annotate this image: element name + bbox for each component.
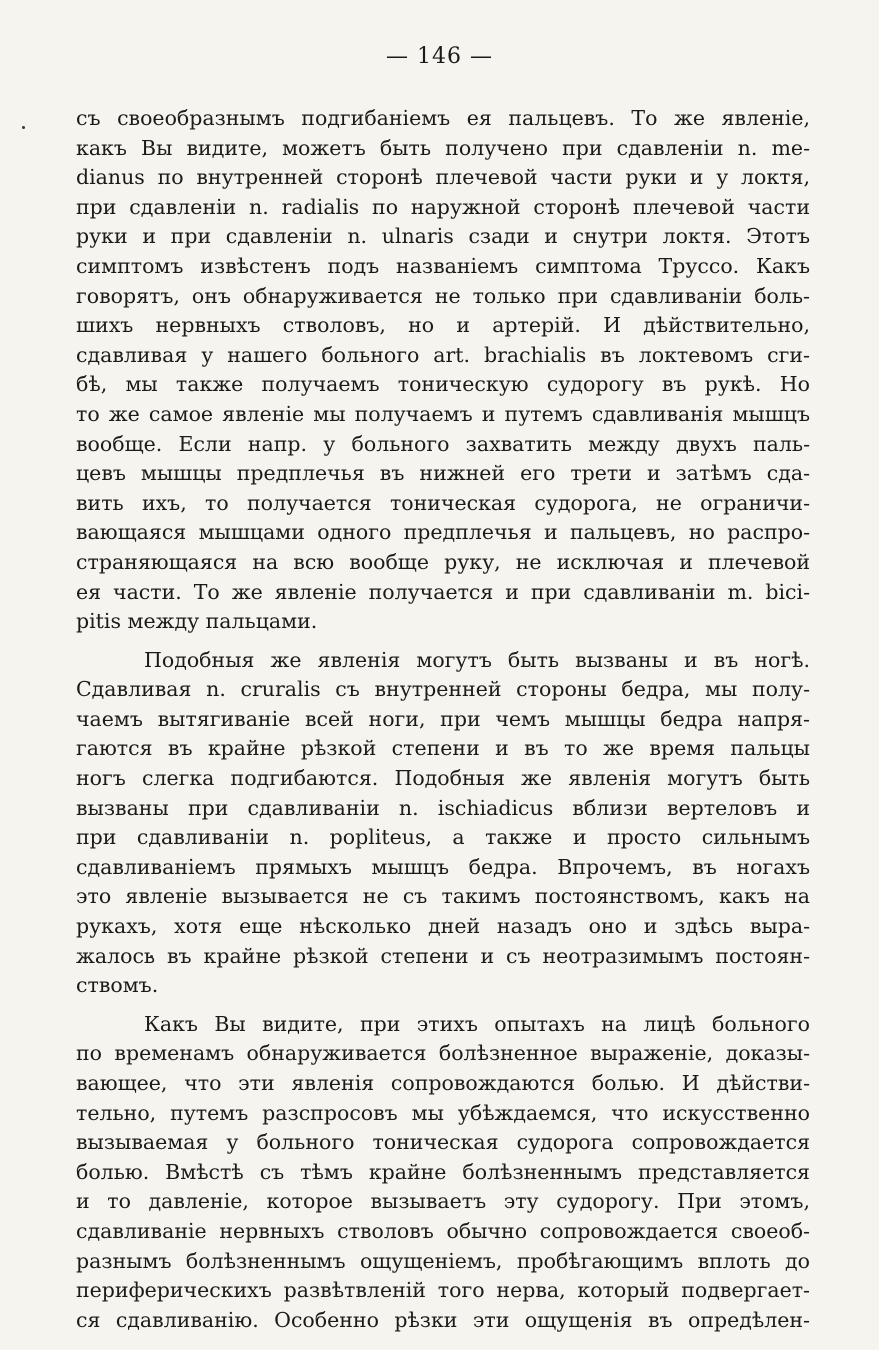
text-line: при сдавленіи n. radialis по наружной сторонѣ плечевой части [76,194,810,219]
text-line: шихъ нервныхъ стволовъ, но и артерій. И дѣйствительно, [76,313,810,338]
text-line: это явленіе вызывается не съ такимъ постоянствомъ, какъ на [76,884,810,909]
text-line: ногъ слегка подгибаются. Подобныя же явленія могутъ быть [76,766,810,791]
text-line: Подобныя же явленія могутъ быть вызваны и въ ногѣ. [144,647,810,672]
text-line: вающаяся мышцами одного предплечья и пальцевъ, но распро- [76,520,810,545]
text-line: чаемъ вытягиваніе всей ноги, при чемъ мышцы бедра напря- [76,706,810,731]
paragraph [76,646,810,1001]
text-line: вызываемая у больного тоническая судорога сопровождается [76,1130,810,1155]
text-line: ся сдавливанію. Особенно рѣзки эти ощущенія въ опредѣлен- [76,1307,810,1332]
text-line: вызваны при сдавливаніи n. ischiadicus вблизи вертеловъ и [76,795,810,820]
text-line: жалось въ крайне рѣзкой степени и съ неотразимымъ постоян- [76,943,810,968]
paragraph-spacer [76,1001,810,1010]
text-line: Какъ Вы видите, при этихъ опытахъ на лицѣ больного [144,1011,810,1036]
text-line: руки и при сдавленіи n. ulnaris сзади и снутри локтя. Этотъ [76,224,810,249]
paragraph [76,104,810,637]
text-line: по временамъ обнаруживается болѣзненное выраженіе, доказы- [76,1041,810,1066]
text-line: вающее, что эти явленія сопровождаются болью. И дѣйстви- [76,1071,810,1095]
text-line: бѣ, мы также получаемъ тоническую судорогу въ рукѣ. Но [76,372,810,397]
text-line: рукахъ, хотя еще нѣсколько дней назадъ оно и здѣсь выра- [76,914,810,939]
text-line: pitis между пальцами. [76,609,318,634]
text-line: вообще. Если напр. у больного захватить между двухъ паль- [76,431,810,456]
text-line: Сдавливая n. cruralis съ внутренней стороны бедра, мы полу- [76,677,810,702]
text-line: болью. Вмѣстѣ съ тѣмъ крайне болѣзненнымъ представляется [76,1159,810,1184]
text-line: ея части. То же явленіе получается и при сдавливаніи m. bici- [76,579,810,604]
text-line: ствомъ. [76,973,159,998]
text-line: страняющаяся на всю вообще руку, не исключая и плечевой [76,549,810,574]
text-line: гаются въ крайне рѣзкой степени и въ то же время пальцы [76,736,810,761]
text-line: какъ Вы видите, можетъ быть получено при сдавленіи n. me- [76,135,810,160]
text-line: тельно, путемъ разспросовъ мы убѣждаемся, что искусственно [76,1100,810,1125]
text-line: сдавливаніе нервныхъ стволовъ обычно сопровождается своеоб- [76,1218,810,1243]
text-line: dianus по внутренней сторонѣ плечевой части руки и у локтя, [76,165,810,190]
text-line: и то давленіе, которое вызываетъ эту судорогу. При этомъ, [76,1189,810,1214]
text-line: симптомъ извѣстенъ подъ названіемъ симптома Труссо. Какъ [76,253,810,278]
text-line: сдавливаніемъ прямыхъ мышцъ бедра. Впрочемъ, въ ногахъ [76,854,810,879]
text-line: периферическихъ развѣтвленій того нерва, который подвергает- [76,1278,810,1303]
paragraph [76,1010,810,1336]
text-line: то же самое явленіе мы получаемъ и путемъ сдавливанія мышцъ [76,401,810,426]
text-line: говорятъ, онъ обнаруживается не только при сдавливаніи боль- [76,283,810,308]
text-line: цевъ мышцы предплечья въ нижней его трети и затѣмъ сда- [76,461,810,486]
paper-speck [22,126,25,129]
text-line: разнымъ болѣзненнымъ ощущеніемъ, пробѣгающимъ вплоть до [76,1248,810,1273]
text-line: сдавливая у нашего больного art. brachialis въ локтевомъ сги- [76,342,810,367]
text-line: вить ихъ, то получается тоническая судорога, не ограничи- [76,490,810,515]
body-text [76,104,810,1335]
page-number: — 146 — [386,44,493,69]
paragraph-spacer [76,637,810,646]
text-line: съ своеобразнымъ подгибаніемъ ея пальцевъ. То же явленіе, [76,106,810,130]
text-line: при сдавливаніи n. popliteus, а также и просто сильнымъ [76,825,810,850]
